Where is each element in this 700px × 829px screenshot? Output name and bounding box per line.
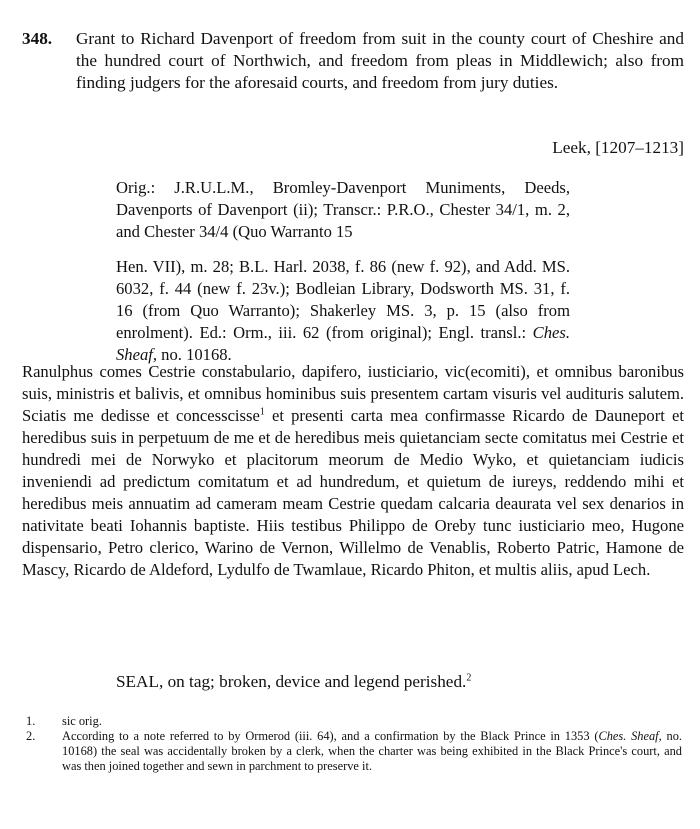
footnote-text-part-2: no. 10168) the seal was accidentally broken by a clerk, when the charter was being exhibited in the Black Prince's court, and was then joined together and sewn in parchment to preserve it. xyxy=(62,729,682,773)
footnote-2 xyxy=(26,729,682,774)
sources-copies-text: Hen. VII), m. 28; B.L. Harl. 2038, f. 86 (new f. 92), and Add. MS. 6032, f. 44 (new f. 23v.); Bodleian Library, Dodsworth MS. 31, f. 16 (from Quo Warranto); Shakerley MS. 3, p. 15 (also from enrolment). Ed.: Orm., iii. 62 (from original); Engl. transl.: xyxy=(116,257,570,342)
charter-paragraph xyxy=(22,361,684,581)
seal-text: SEAL, on tag; broken, device and legend perished. xyxy=(116,672,467,691)
footnote-1 xyxy=(26,714,682,729)
sources-block xyxy=(116,177,570,366)
sources-sheaf-ref: Ches. Sheaf, xyxy=(116,323,570,364)
charter-text xyxy=(22,361,684,581)
sources-originals: Orig.: J.R.U.L.M., Bromley-Davenport Muniments, Deeds, Davenports of Davenport (ii); Transcr.: P.R.O., Chester 34/1, m. 2, and Chester 34/4 (Quo Warranto 15 xyxy=(116,178,570,241)
footnote-number: 1. xyxy=(26,714,36,728)
footnotes xyxy=(26,714,682,774)
sources-sheaf-number: no. 10168. xyxy=(161,345,232,364)
footnote-ref-2: 2 xyxy=(466,672,472,684)
place-date: Leek, [1207–1213] xyxy=(552,138,684,157)
charter-text-part-1: Ranulphus comes Cestrie constabulario, dapifero, iusticiario, vic(ecomiti), et omnibus baronibus suis, ministris et balivis, et omnibus hominibus suis presentem cartam visuris vel audituris salutem. Sciatis me dedisse et concesscisse xyxy=(22,362,684,425)
sources-copies xyxy=(116,256,570,366)
footnote-text-part-1: According to a note referred to by Ormerod (iii. 64), and a confirmation by the Black Prince in 1353 ( xyxy=(62,729,599,743)
footnote-text: sic orig. xyxy=(62,714,102,728)
entry-title: Grant to Richard Davenport of freedom from suit in the county court of Cheshire and the hundred court of Northwich, and freedom from pleas in Middlewich; also from finding judgers for the aforesaid courts, and freedom from jury duties. xyxy=(76,29,684,92)
footnote-number: 2. xyxy=(26,729,36,743)
entry-number: 348. xyxy=(22,29,53,48)
footnote-ref-1: 1 xyxy=(259,406,265,418)
charter-text-part-2: et presenti carta mea confirmasse Ricardo de Dauneport et heredibus suis in perpetuum de me et de heredibus meis quietanciam secte comitatus mei Cestrie et hundredi mei de Norwyko et placitorum meorum de Medio Wyko, et quietanciam iudicis inveniendi ad predictum comitatum et ad hundredum, et quietum de iureys, reddendo mihi et heredibus meis annuatim ad cameram meam Cestrie quedam calcaria deaurata vel sex denarios in nativitate beati Iohannis baptiste. Hiis testibus Philippo de Oreby tunc iusticiario meo, Hugone dispensario, Petro clerico, Warino de Vernon, Willelmo de Venablis, Roberto Patric, Hamone de Mascy, Ricardo de Aldeford, Lydulfo de Twamlaue, Ricardo Phiton, et multis aliis, apud Lech. xyxy=(22,406,684,579)
seal-description xyxy=(116,671,471,693)
footnote-sheaf-ref: Ches. Sheaf, xyxy=(598,729,662,743)
